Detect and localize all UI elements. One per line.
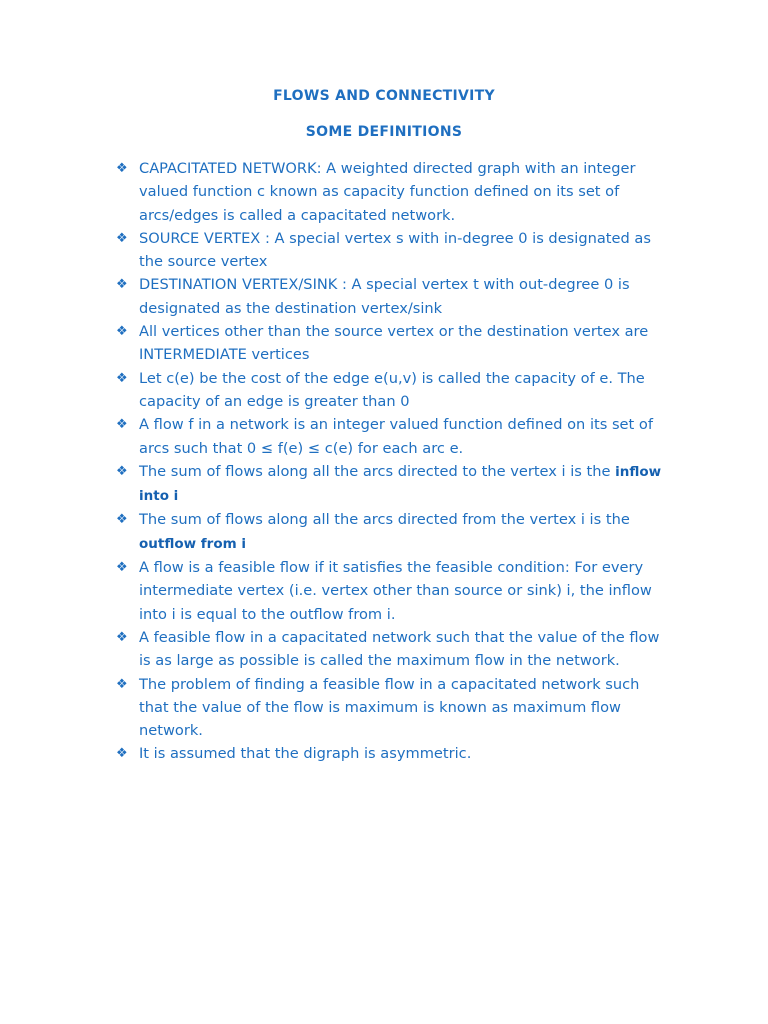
diamond-bullet-icon: ❖	[116, 277, 128, 293]
definitions-list	[116, 157, 672, 766]
list-item	[116, 556, 672, 626]
item-text: It is assumed that the digraph is asymmetric.	[139, 745, 472, 763]
item-text: CAPACITATED NETWORK: A weighted directed graph with an integer valued function c known as capacity function defined on its set of arcs/edges is called a capacitated network.	[139, 160, 636, 224]
item-text: The sum of flows along all the arcs directed from the vertex i is the	[139, 511, 630, 529]
item-text: The problem of finding a feasible flow in a capacitated network such that the value of the flow is maximum is known as maximum flow network.	[139, 675, 640, 740]
item-text: All vertices other than the source vertex or the destination vertex are INTERMEDIATE vertices	[139, 323, 649, 364]
item-text: DESTINATION VERTEX/SINK : A special vertex t with out-degree 0 is designated as the destination vertex/sink	[139, 276, 630, 317]
diamond-bullet-icon: ❖	[116, 463, 128, 479]
item-text: A flow is a feasible flow if it satisfies the feasible condition: For every intermediate vertex (i.e. vertex other than source or sink) i, the inflow into i is equal to the outflow from i.	[139, 559, 652, 623]
item-text: A feasible flow in a capacitated network such that the value of the flow is as large as possible is called the maximum flow in the network.	[139, 628, 660, 670]
list-item	[116, 157, 672, 227]
list-item	[116, 673, 672, 743]
diamond-bullet-icon: ❖	[116, 629, 128, 645]
list-item	[116, 460, 672, 509]
item-text: A flow f in a network is an integer valued function defined on its set of arcs such that 0 ≤ f(e) ≤ c(e) for each arc e.	[139, 416, 653, 457]
list-item	[116, 227, 672, 274]
list-item	[116, 273, 672, 320]
diamond-bullet-icon: ❖	[116, 746, 128, 762]
page-title: FLOWS AND CONNECTIVITY	[273, 88, 495, 104]
list-item	[116, 626, 672, 673]
list-item	[116, 367, 672, 414]
diamond-bullet-icon: ❖	[116, 676, 128, 692]
diamond-bullet-icon: ❖	[116, 512, 128, 528]
diamond-bullet-icon: ❖	[116, 560, 128, 576]
item-emphasis: outflow from i	[139, 535, 246, 552]
item-text: Let c(e) be the cost of the edge e(u,v) is called the capacity of e. The capacity of an edge is greater than 0	[139, 369, 645, 410]
list-item	[116, 413, 672, 460]
page-subtitle: SOME DEFINITIONS	[305, 124, 463, 140]
diamond-bullet-icon: ❖	[116, 161, 128, 176]
list-item	[116, 320, 672, 367]
item-text: The sum of flows along all the arcs directed to the vertex i is the	[139, 462, 616, 480]
list-item	[116, 508, 672, 556]
diamond-bullet-icon: ❖	[116, 370, 128, 386]
diamond-bullet-icon: ❖	[116, 230, 128, 246]
list-item	[116, 742, 672, 765]
item-text: SOURCE VERTEX : A special vertex s with in-degree 0 is designated as the source vertex	[139, 229, 651, 271]
diamond-bullet-icon: ❖	[116, 324, 128, 340]
diamond-bullet-icon: ❖	[116, 417, 128, 433]
item-emphasis: inflow into i	[139, 463, 662, 505]
